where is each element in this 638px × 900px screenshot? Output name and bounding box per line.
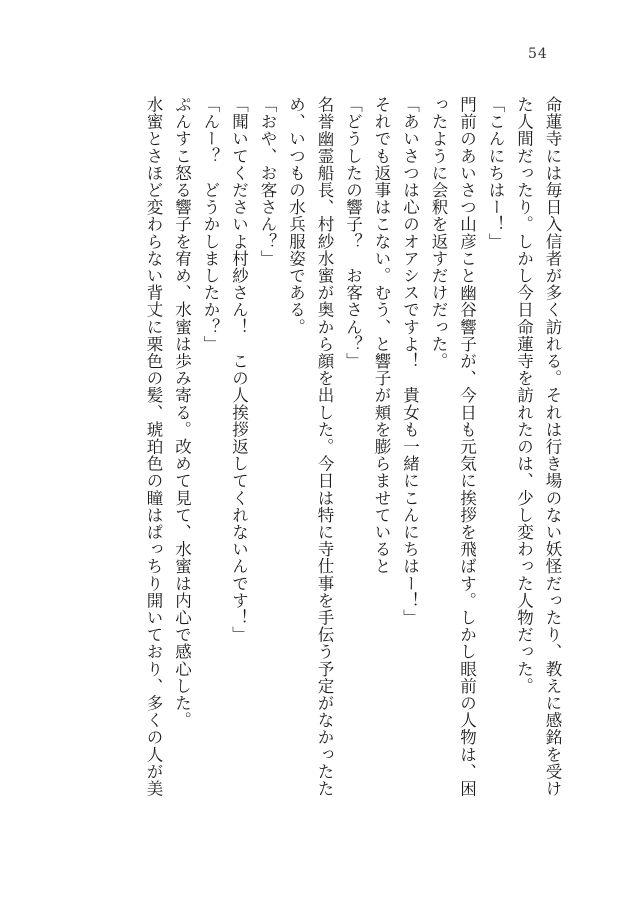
text-line: 「あいさつは心のオアシスですよ！ 貴女も一緒にこんにちはー！」 <box>400 96 420 627</box>
text-line: ぷんすこ怒る響子を宥め、水蜜は歩み寄る。改めて見て、水蜜は内心で感心した。 <box>172 96 192 729</box>
text-line: 名誉幽霊船長、村紗水蜜が奥から顔を出した。今日は特に寺仕事を手伝う予定がなかったた <box>315 96 334 798</box>
text-line: 「こんにちはー！」 <box>486 96 505 250</box>
text-line: め、いつもの水兵服姿である。 <box>286 96 306 336</box>
body-text <box>96 96 566 816</box>
text-line: 「おや、お客さん？」 <box>258 96 277 267</box>
text-line: それでも返事はこない。むう、と響子が頬を膨らませていると <box>372 96 391 575</box>
text-line: 「どうしたの響子？ お客さん？」 <box>343 96 363 370</box>
text-line: 門前のあいさつ山彦こと幽谷響子が、今日も元気に挨拶を飛ばす。しかし眼前の人物は、困 <box>457 96 477 798</box>
text-line: 「んー？ どうかしましたか？」 <box>201 96 220 353</box>
text-line: ったように会釈を返すだけだった。 <box>429 96 448 370</box>
text-line: 水蜜とさほど変わらない背丈に栗色の髪、琥珀色の瞳はぱっちり開いており、多くの人が美 <box>144 96 163 798</box>
page-number: 54 <box>528 46 548 62</box>
text-line: 命蓮寺には毎日入信者が多く訪れる。それは行き場のない妖怪だったり、教えに感銘を受け <box>543 96 562 798</box>
text-line: 「聞いてくださいよ村紗さん！ この人挨拶返してくれないんです！」 <box>229 96 249 644</box>
text-line: た人間だったり。しかし今日命蓮寺を訪れたのは、少し変わった人物だった。 <box>514 96 534 695</box>
